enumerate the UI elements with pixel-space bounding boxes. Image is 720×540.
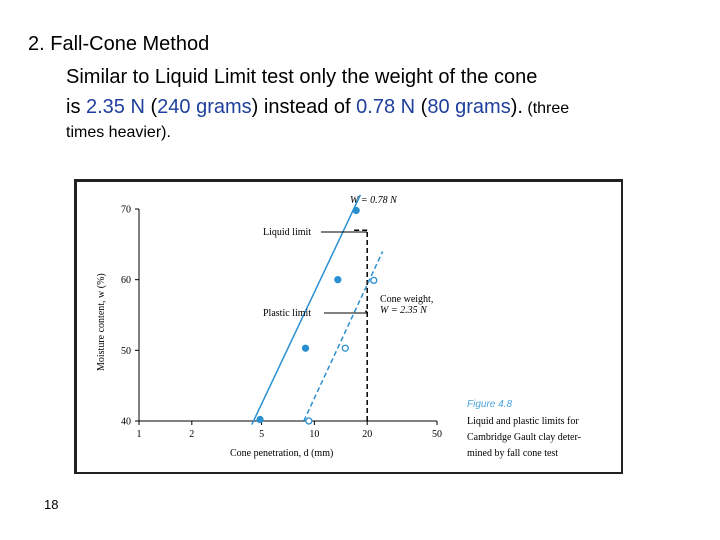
light-cone-point xyxy=(257,417,263,423)
x-tick-label: 10 xyxy=(309,429,320,440)
body-line-3: times heavier). xyxy=(66,124,171,141)
fall-cone-chart xyxy=(74,179,623,474)
heavy-cone-point xyxy=(342,345,348,351)
heavy-cone-weight: 2.35 N xyxy=(86,96,145,118)
x-tick-label: 20 xyxy=(362,429,373,440)
slide-number: 18 xyxy=(44,497,59,512)
heavy-cone-label-1: Cone weight, xyxy=(380,294,434,305)
heavy-cone-point xyxy=(371,277,377,283)
x-ticks xyxy=(137,421,443,440)
heavy-cone-fit-line xyxy=(304,251,383,421)
x-tick-label: 5 xyxy=(259,429,265,440)
y-tick-label: 40 xyxy=(121,416,131,428)
slide-heading: 2. Fall-Cone Method xyxy=(28,33,210,55)
light-cone-point xyxy=(353,207,359,213)
plastic-limit-label: Plastic limit xyxy=(263,308,312,319)
x-tick-label: 1 xyxy=(136,429,142,440)
text-segment: ( xyxy=(415,96,428,118)
light-cone-point xyxy=(335,277,341,283)
heavy-cone-point xyxy=(306,418,312,424)
y-ticks xyxy=(121,205,139,428)
figure-caption-line-1: Liquid and plastic limits for xyxy=(467,416,579,427)
y-tick-label: 60 xyxy=(121,275,131,287)
light-cone-weight: 0.78 N xyxy=(356,96,416,118)
x-tick-label: 50 xyxy=(432,429,442,440)
figure-caption-line-2: Cambridge Gault clay deter- xyxy=(467,432,581,443)
body-line-2 xyxy=(66,96,569,119)
figure-panel xyxy=(74,179,623,474)
light-cone-label: W = 0.78 N xyxy=(350,195,397,206)
x-axis-title: Cone penetration, d (mm) xyxy=(230,448,334,459)
limit-guides xyxy=(354,230,367,421)
light-cone-point xyxy=(303,345,309,351)
text-segment: is xyxy=(66,96,86,118)
text-segment: ) instead of xyxy=(251,96,357,118)
x-tick-label: 2 xyxy=(189,429,195,440)
y-tick-label: 50 xyxy=(121,345,131,357)
text-segment: ( xyxy=(144,96,158,118)
heavy-cone-label-2: W = 2.35 N xyxy=(380,305,427,316)
heavy-cone-mass: 240 grams xyxy=(157,96,252,118)
text-segment: ). xyxy=(510,96,523,118)
text-segment: (three xyxy=(522,100,570,117)
liquid-limit-label: Liquid limit xyxy=(263,227,312,238)
body-line-1: Similar to Liquid Limit test only the weight of the cone xyxy=(66,66,538,88)
light-cone-mass: 80 grams xyxy=(427,96,511,118)
y-axis-title: Moisture content, w (%) xyxy=(96,273,107,371)
figure-caption-line-3: mined by fall cone test xyxy=(467,448,559,459)
figure-caption-title: Figure 4.8 xyxy=(467,399,513,410)
y-tick-label: 70 xyxy=(121,204,131,216)
